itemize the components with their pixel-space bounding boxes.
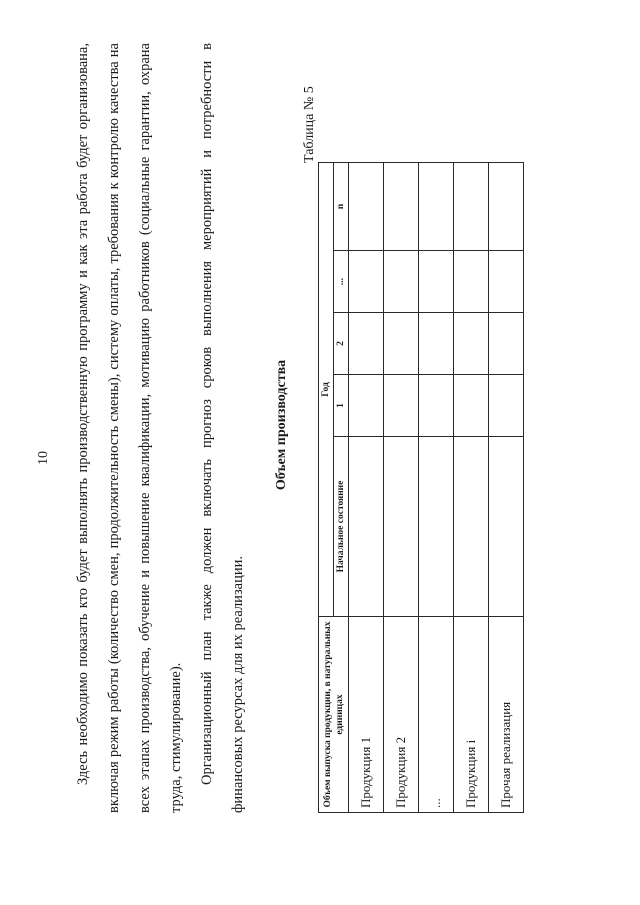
table-cell xyxy=(489,313,524,375)
table-cell xyxy=(489,437,524,617)
table-cell xyxy=(349,375,384,437)
table-cell xyxy=(349,313,384,375)
row-label-ellipsis: ... xyxy=(419,617,454,813)
table-cell xyxy=(349,437,384,617)
paragraph-2: Организационный план также должен включать прогноз сроков выполнения мероприятий и потребности в финансовых ресурсах для их реализации. xyxy=(199,43,246,813)
table-cell xyxy=(349,162,384,250)
table-cell xyxy=(489,375,524,437)
table-cell xyxy=(454,437,489,617)
header-year-2: 2 xyxy=(334,313,349,375)
table-cell xyxy=(419,375,454,437)
table-row xyxy=(454,162,489,812)
header-year-1: 1 xyxy=(334,375,349,437)
header-year-ellipsis: ... xyxy=(334,251,349,313)
table-cell xyxy=(384,251,419,313)
table-cell xyxy=(384,437,419,617)
table-cell xyxy=(349,251,384,313)
table-cell xyxy=(384,313,419,375)
table-cell xyxy=(384,162,419,250)
row-label-product-2: Продукция 2 xyxy=(384,617,419,813)
table-cell xyxy=(454,313,489,375)
table-row xyxy=(419,162,454,812)
table-cell xyxy=(419,313,454,375)
table-cell xyxy=(419,162,454,250)
row-label-product-1: Продукция 1 xyxy=(349,617,384,813)
paragraph-1: Здесь необходимо показать кто будет выполнять производственную программу и как эта работа будет организована, включая режим работы (количество смен, продолжительность смены), систему оплаты, требования к контролю качества на всех этапах производства, обучение и повышение квалификации, мотивацию работников (социальные гарантии, охрана труда, стимулирование). xyxy=(75,43,184,813)
table-row xyxy=(349,162,384,812)
table-cell xyxy=(454,375,489,437)
row-label-other-sales: Прочая реализация xyxy=(489,617,524,813)
table-cell xyxy=(419,437,454,617)
table-cell xyxy=(419,251,454,313)
table-caption: Таблица № 5 xyxy=(302,86,317,163)
table-cell xyxy=(489,162,524,250)
row-label-product-i: Продукция i xyxy=(454,617,489,813)
production-volume-table xyxy=(318,162,524,813)
page-number: 10 xyxy=(36,451,51,465)
header-year: Год xyxy=(319,162,334,616)
table-title: Объем производства xyxy=(274,359,289,491)
table-cell xyxy=(454,162,489,250)
header-product-volume: Объем выпуска продукции, в натуральных единицах xyxy=(319,617,349,813)
body-text xyxy=(68,43,254,813)
table-cell xyxy=(384,375,419,437)
table-row xyxy=(384,162,419,812)
table-cell xyxy=(454,251,489,313)
table-header-row-1 xyxy=(319,162,334,812)
header-initial-state: Начальное состояние xyxy=(334,437,349,617)
table-cell xyxy=(489,251,524,313)
table-row xyxy=(489,162,524,812)
header-year-n: n xyxy=(334,162,349,250)
